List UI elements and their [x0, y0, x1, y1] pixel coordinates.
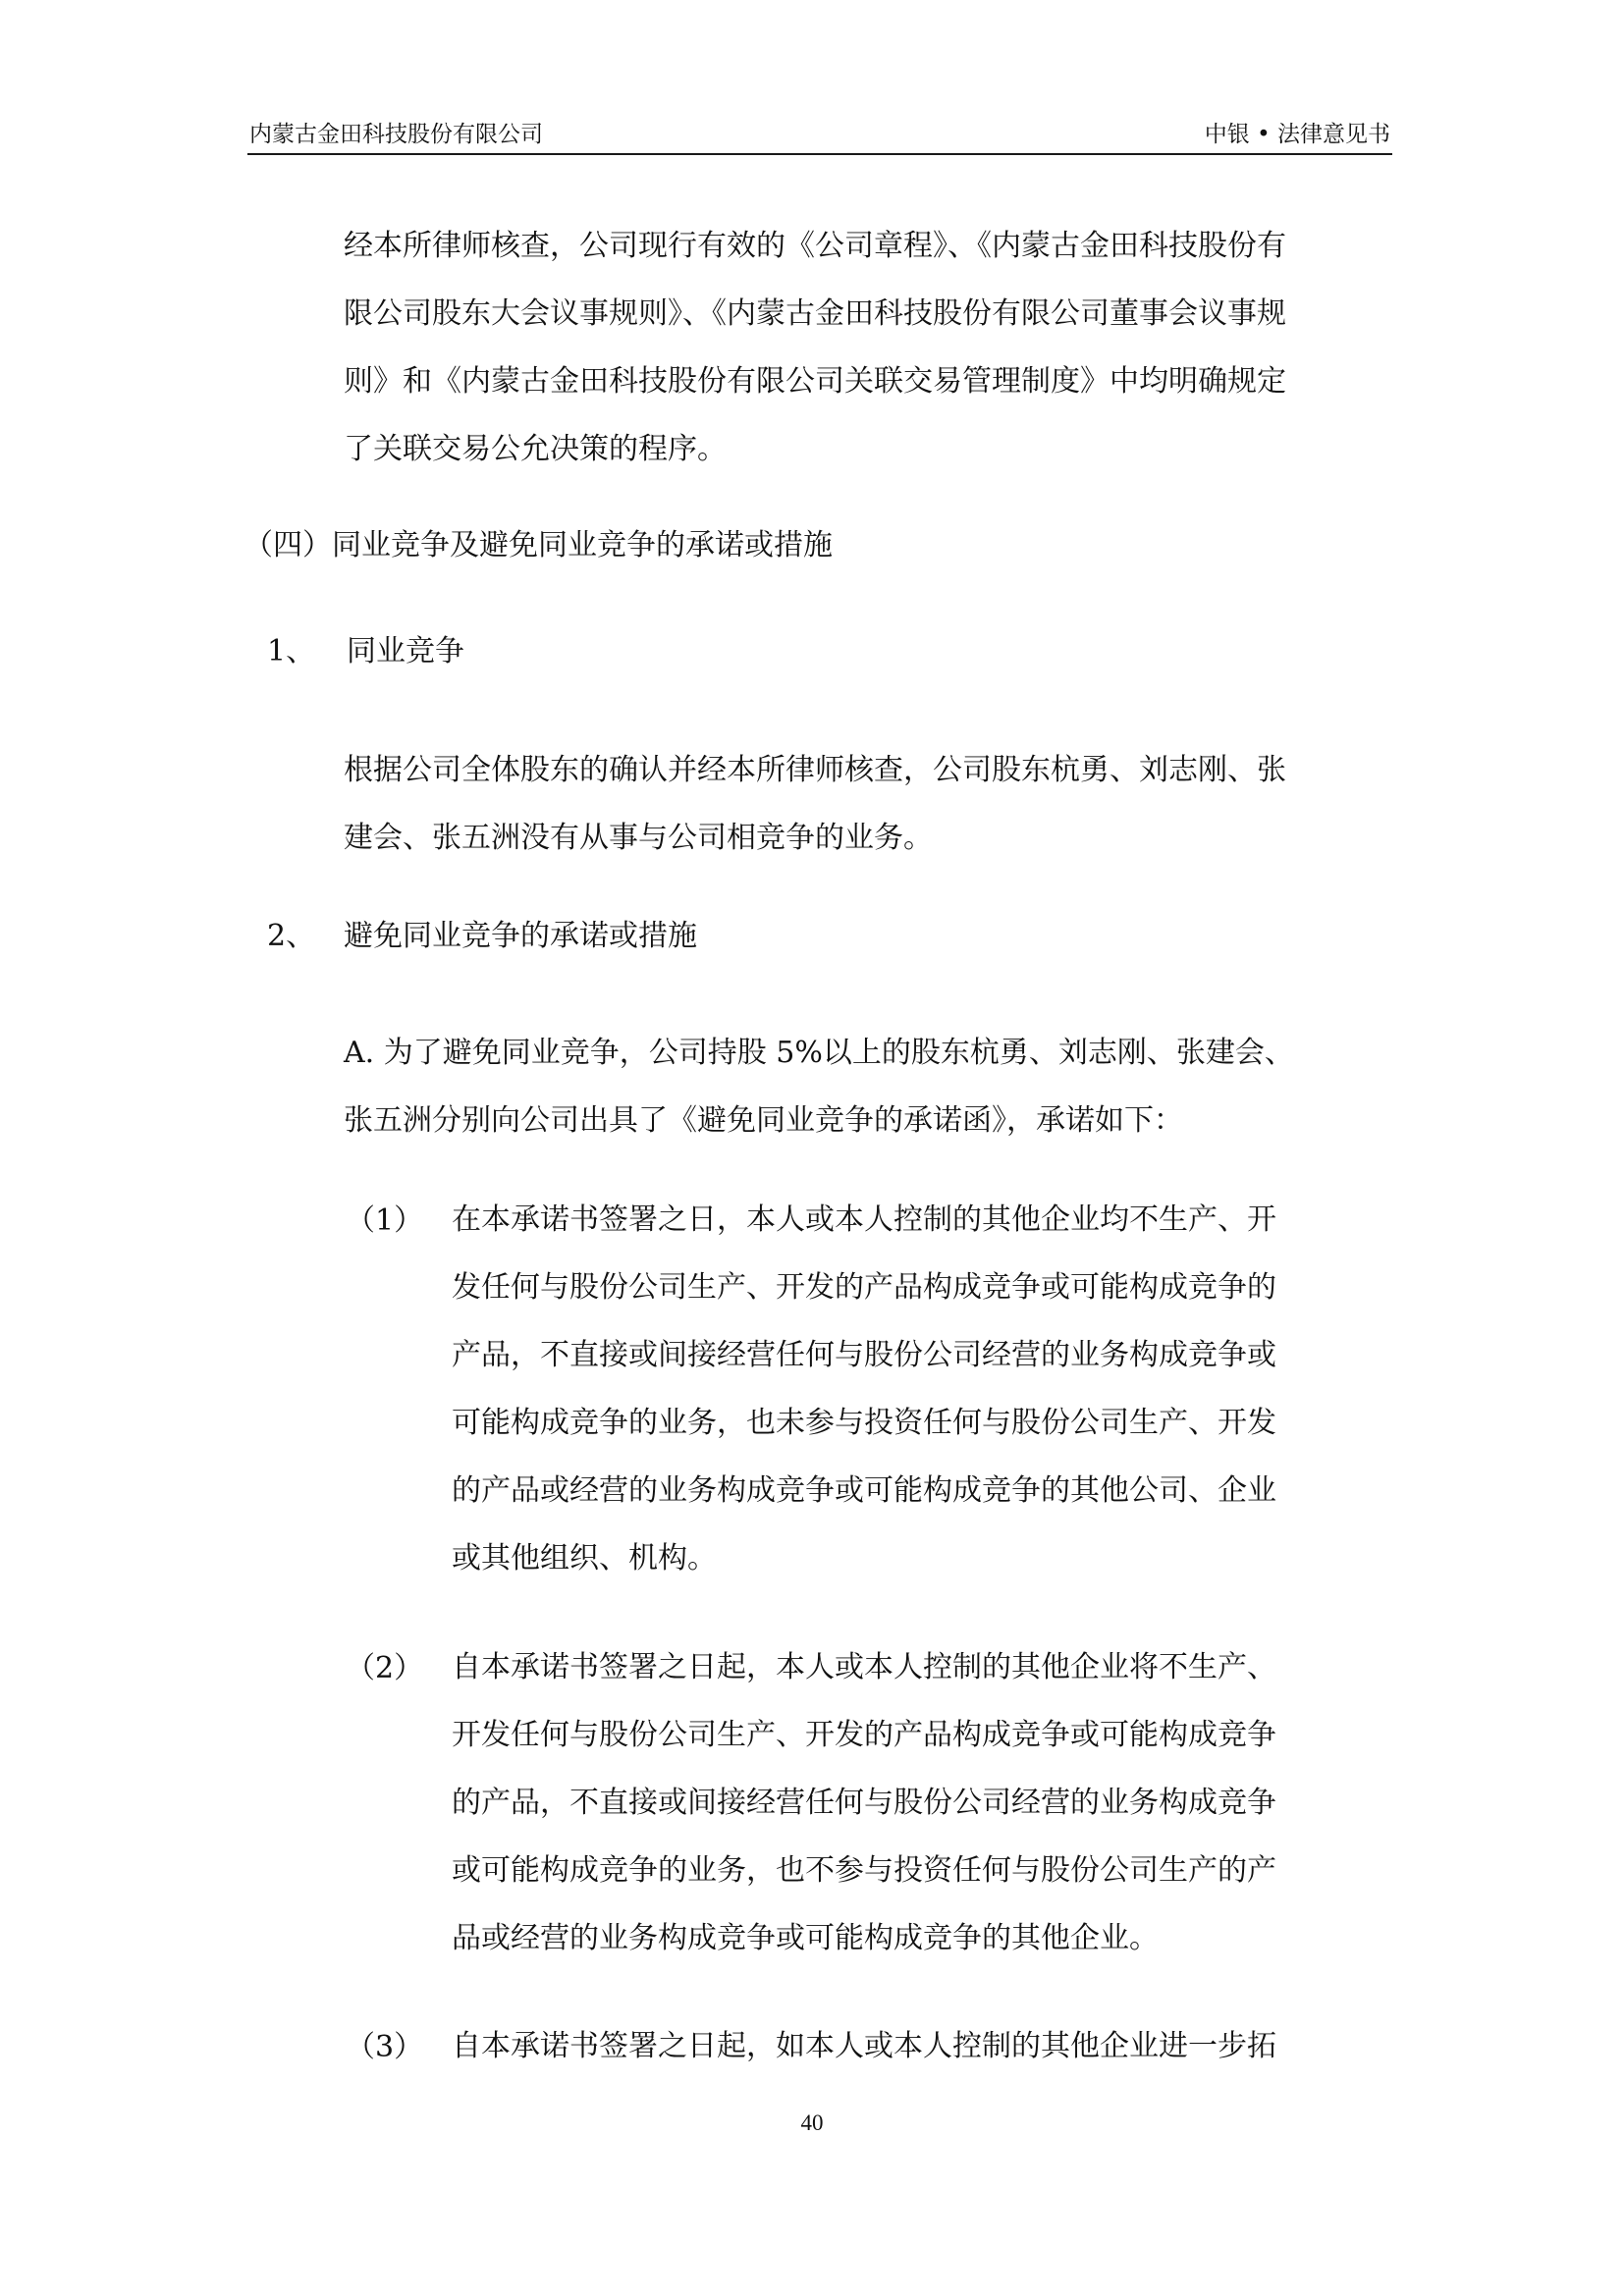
clause-line: 品或经营的业务构成竞争或可能构成竞争的其他企业。: [452, 1921, 1159, 1955]
section-heading: （四）同业竞争及避免同业竞争的承诺或措施: [244, 528, 833, 562]
clause-line: 可能构成竞争的业务，也未参与投资任何与股份公司生产、开发: [452, 1406, 1276, 1440]
item-2-number: 2、: [267, 919, 316, 953]
clause-line: 的产品，不直接或间接经营任何与股份公司经营的业务构成竞争: [452, 1786, 1276, 1820]
clause-line: 产品，不直接或间接经营任何与股份公司经营的业务构成竞争或: [452, 1338, 1276, 1372]
intro-paragraph: [344, 212, 1388, 483]
item-1-paragraph: [344, 736, 1388, 872]
intro-line: 了关联交易公允决策的程序。: [344, 432, 727, 466]
clause-line: 开发任何与股份公司生产、开发的产品构成竞争或可能构成竞争: [452, 1718, 1276, 1752]
clause-line: 发任何与股份公司生产、开发的产品构成竞争或可能构成竞争的: [452, 1270, 1276, 1305]
clause-line: 自本承诺书签署之日起，本人或本人控制的其他企业将不生产、: [452, 1650, 1276, 1684]
item-1-line: 建会、张五洲没有从事与公司相竞争的业务。: [344, 821, 933, 855]
clause-line: 或其他组织、机构。: [452, 1541, 717, 1575]
header-document-title: 中银 • 法律意见书: [1204, 122, 1390, 147]
header-company-name: 内蒙古金田科技股份有限公司: [249, 122, 543, 147]
clause-line: 或可能构成竞争的业务，也不参与投资任何与股份公司生产的产: [452, 1853, 1276, 1888]
clause-1-paragraph: [452, 1186, 1388, 1592]
clause-3-number: （3）: [346, 2030, 424, 2064]
item-2-paragraph: [344, 1019, 1388, 1154]
intro-line: 则》和《内蒙古金田科技股份有限公司关联交易管理制度》中均明确规定: [344, 364, 1286, 399]
page-header: [247, 110, 1392, 155]
item-2-line: A. 为了避免同业竞争，公司持股 5%以上的股东杭勇、刘志刚、张建会、: [344, 1036, 1294, 1070]
clause-1-number: （1）: [346, 1203, 424, 1238]
page-number: 40: [800, 2110, 824, 2135]
clause-2-number: （2）: [346, 1651, 424, 1685]
clause-line: 自本承诺书签署之日起，如本人或本人控制的其他企业进一步拓: [452, 2029, 1276, 2063]
clause-line: 在本承诺书签署之日，本人或本人控制的其他企业均不生产、开: [452, 1202, 1276, 1237]
item-2-line: 张五洲分别向公司出具了《避免同业竞争的承诺函》，承诺如下：: [344, 1103, 1183, 1138]
intro-line: 限公司股东大会议事规则》、《内蒙古金田科技股份有限公司董事会议事规: [344, 296, 1286, 331]
intro-line: 经本所律师核查，公司现行有效的《公司章程》、《内蒙古金田科技股份有: [344, 229, 1286, 263]
clause-line: 的产品或经营的业务构成竞争或可能构成竞争的其他公司、企业: [452, 1473, 1276, 1508]
clause-2-paragraph: [452, 1633, 1388, 1972]
item-1-number: 1、: [267, 634, 316, 668]
item-1-line: 根据公司全体股东的确认并经本所律师核查，公司股东杭勇、刘志刚、张: [344, 753, 1286, 787]
item-1-title: 同业竞争: [347, 634, 464, 668]
clause-3-paragraph: [452, 2012, 1388, 2080]
item-2-title: 避免同业竞争的承诺或措施: [344, 919, 697, 953]
